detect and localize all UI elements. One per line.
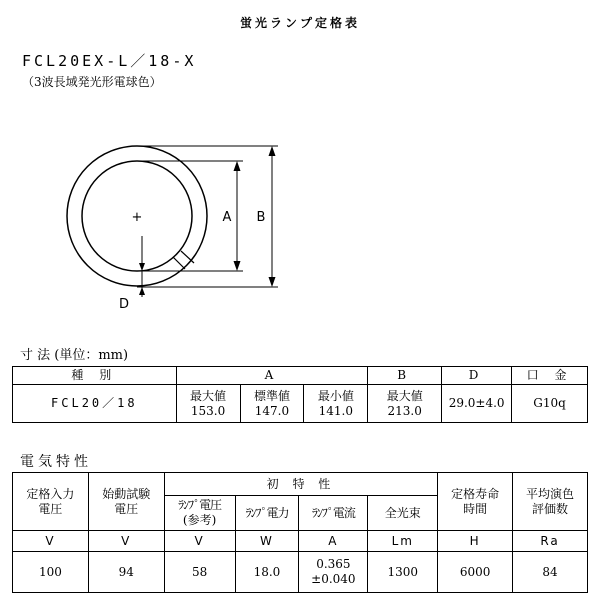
d-value: 29.0±4.0 [442,385,512,423]
header-line: ﾗﾝﾌﾟ電圧 [178,498,222,512]
unit-cell: A [299,531,368,552]
header-line: 時間 [463,501,488,516]
dim-d-label: D [118,297,130,312]
header-line: 評価数 [532,501,569,516]
lamp-dimension-drawing [40,130,300,320]
b-max-value: 213.0 [387,403,422,418]
header-line: 始動試験 [102,486,151,501]
table-row [13,367,588,385]
a-min-label: 最小値 [317,388,354,403]
header-line: 電圧 [38,501,63,516]
a-std-cell [240,385,304,423]
header-line: 定格入力 [26,486,75,501]
header-a: A [176,367,368,385]
header-base: 口 金 [512,367,588,385]
model-number: FCL20EX-L／18-X [22,52,197,70]
b-max-label: 最大値 [386,388,423,403]
dim-b-label: B [256,210,266,225]
header-lamp-power: ﾗﾝﾌﾟ電力 [235,496,299,531]
dim-a-arrow-bottom [234,261,241,271]
header-d: D [442,367,512,385]
electrical-heading: 電気特性 [20,454,92,470]
a-max-label: 最大値 [190,388,227,403]
unit-cell: W [235,531,299,552]
value-line: 0.365 [316,557,351,571]
page-title: 蛍光ランプ定格表 [239,16,360,30]
header-kind: 種 別 [13,367,177,385]
table-row [13,473,588,496]
value-lamp-power: 18.0 [235,552,299,593]
table-row [13,552,588,593]
dimensions-heading: 寸 法 (単位：mm) [20,348,129,363]
dim-b-arrow-bottom [269,277,276,287]
unit-cell: Lm [368,531,438,552]
value-rated-life: 6000 [438,552,513,593]
header-b: B [368,367,442,385]
header-line: 電圧 [114,501,139,516]
unit-cell: Ra [513,531,588,552]
unit-cell: V [164,531,235,552]
a-std-value: 147.0 [254,403,290,418]
dim-d-arrow-bottom [139,287,145,295]
a-min-cell [304,385,368,423]
dim-a-label: A [222,210,232,225]
unit-cell: V [13,531,89,552]
header-line: 平均演色 [526,486,575,501]
header-lamp-current: ﾗﾝﾌﾟ電流 [299,496,368,531]
value-starting-test-voltage: 94 [88,552,164,593]
header-rated-life [438,473,513,531]
electrical-table [12,472,588,593]
a-min-value: 141.0 [318,403,354,418]
header-rated-input-voltage [13,473,89,531]
table-row [13,531,588,552]
header-cri [513,473,588,531]
value-lamp-current [299,552,368,593]
kind-value: FCL20／18 [13,385,177,423]
dim-b-arrow-top [269,146,276,156]
a-max-cell [176,385,240,423]
lamp-base-line [173,257,185,269]
value-line: ±0.040 [311,572,356,586]
header-line: 定格寿命 [451,486,500,501]
header-line: (参考) [182,513,217,527]
unit-cell: V [88,531,164,552]
lamp-base-line [181,251,194,263]
table-row [13,385,588,423]
header-starting-test-voltage [88,473,164,531]
header-lamp-voltage [164,496,235,531]
base-value: G10q [512,385,588,423]
a-max-value: 153.0 [190,403,226,418]
model-variant: （3波長域発光形電球色） [22,75,162,89]
header-initial-characteristics: 初 特 性 [164,473,438,496]
header-total-flux: 全光束 [368,496,438,531]
b-max-cell [368,385,442,423]
value-cri: 84 [513,552,588,593]
value-total-flux: 1300 [368,552,438,593]
center-mark: + [131,210,143,225]
value-lamp-voltage: 58 [164,552,235,593]
a-std-label: 標準値 [253,388,290,403]
dimensions-table [12,366,588,423]
value-rated-input-voltage: 100 [13,552,89,593]
unit-cell: H [438,531,513,552]
dim-a-arrow-top [234,161,241,171]
